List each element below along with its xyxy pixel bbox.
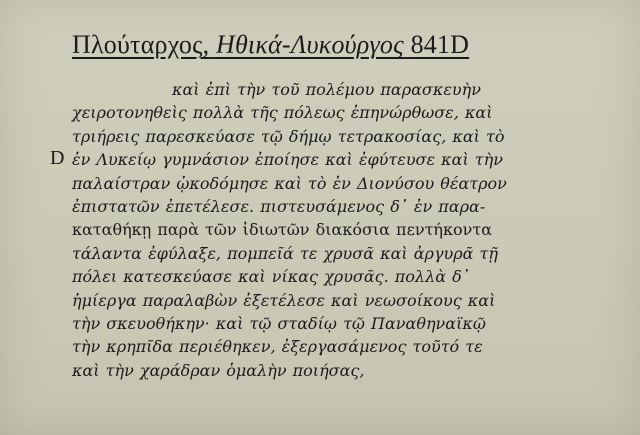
heading-author: Πλούταρχος,	[72, 30, 210, 59]
text-line-5: παλαίστραν ᾠκοδόμησε καὶ τὸ ἐν Διονύσου θέατρον	[72, 173, 507, 193]
text-line-10: ἡμίεργα παραλαβὼν ἐξετέλεσε καὶ νεωσοίκους καὶ	[72, 290, 496, 310]
heading-work-title: Ηθικά-Λυκούργος	[215, 30, 404, 59]
stephanus-margin-marker: D	[50, 147, 65, 169]
text-line-9: πόλει κατεσκεύασε καὶ νίκας χρυσᾶς. πολλὰ δ᾽	[72, 267, 470, 287]
text-line-1: καὶ ἐπὶ τὴν τοῦ πολέμου παρασκευὴν	[172, 80, 481, 99]
text-line-8: τάλαντα ἐφύλαξε, πομπεῖά τε χρυσᾶ καὶ ἀργυρᾶ τῇ	[72, 243, 498, 263]
text-line-13: καὶ τὴν χαράδραν ὁμαλὴν ποιήσας,	[72, 360, 365, 380]
text-line-12: τὴν κρηπῖδα περιέθηκεν, ἐξεργασάμενος τοῦτό τε	[72, 337, 483, 357]
text-line-4: ἐν Λυκείῳ γυμνάσιον ἐποίησε καὶ ἐφύτευσε καὶ τὴν	[72, 150, 503, 170]
text-line-7: καταθήκῃ παρὰ τῶν ἰδιωτῶν διακόσια πεντήκοντα	[72, 220, 493, 240]
text-line-2: χειροτονηθεὶς πολλὰ τῆς πόλεως ἐπηνώρθωσε, καὶ	[72, 103, 493, 123]
text-line-6: ἐπιστατῶν ἐπετέλεσε. πιστευσάμενος δ᾽ ἐν παρα-	[72, 196, 486, 216]
text-line-3: τριήρεις παρεσκεύασε τῷ δήμῳ τετρακοσίας, καὶ τὸ	[72, 126, 505, 146]
heading-reference: 841D	[410, 30, 470, 59]
text-line-11: τὴν σκευοθήκην· καὶ τῷ σταδίῳ τῷ Παναθηναϊκῷ	[72, 313, 486, 333]
page-heading	[72, 30, 469, 60]
greek-text-block	[72, 78, 542, 382]
